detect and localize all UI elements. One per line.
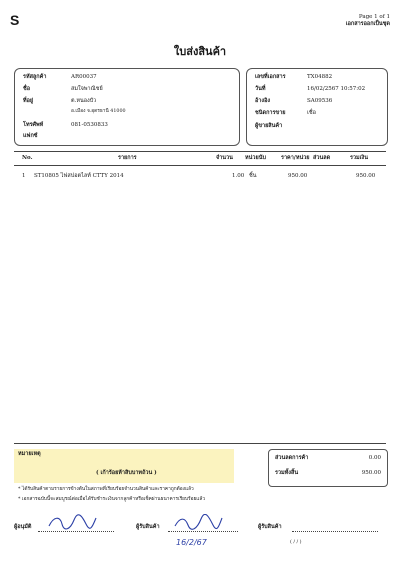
- sign-receiver2-label: ผู้รับสินค้า: [258, 524, 282, 530]
- row-qty: 1.00: [232, 173, 245, 179]
- col-item: รายการ: [118, 155, 137, 161]
- col-unit: หน่วยนับ: [245, 155, 266, 161]
- total-value: 950.00: [361, 470, 381, 476]
- doc-type: เอกสารออกเป็นชุด: [345, 21, 390, 27]
- discount-label: ส่วนลดการค้า: [275, 455, 309, 461]
- sign-receiver-label: ผู้รับสินค้า: [136, 524, 160, 530]
- customer-code: AR00037: [71, 74, 97, 80]
- customer-phone-label: โทรศัพท์: [23, 122, 44, 128]
- row-item: ST10805 ไฟสปอตไลท์ CTTY 2014: [34, 173, 124, 179]
- note-line-2: * เอกสารฉบับนี้จะสมบูรณ์ต่อเมื่อได้รับชำระเงินจากลูกค้าหรือเช็คผ่านธนาคารเรียบร้อยแล้ว: [18, 497, 206, 502]
- ref-label: อ้างอิง: [255, 98, 271, 104]
- footer-top-rule: [14, 443, 386, 444]
- sign-receiver2-line: [292, 530, 378, 532]
- col-discount: ส่วนลด: [313, 155, 331, 161]
- docno-label: เลขที่เอกสาร: [255, 74, 286, 80]
- table-header-rule: [14, 165, 386, 166]
- page-info: [346, 14, 390, 28]
- customer-name: สมใจพาณิชย์: [71, 86, 103, 92]
- col-total: รวมเงิน: [350, 155, 368, 161]
- amount-in-words: ( เก้าร้อยห้าสิบบาทถ้วน ): [96, 470, 157, 476]
- customer-name-label: ชื่อ: [23, 86, 31, 92]
- customer-address-line2: อ.เมือง จ.อุดรธานี 41000: [71, 109, 126, 114]
- receiver-signature: [172, 514, 224, 532]
- page-number: Page 1 of 1: [358, 14, 390, 20]
- total-label: รวมทั้งสิ้น: [275, 470, 299, 476]
- customer-address-line1: ต.หนองบัว: [71, 98, 97, 104]
- note-label: หมายเหตุ: [18, 451, 41, 457]
- note-line-1: * ได้รับสินค้าตามรายการข้างต้นในสภาพที่เรียบร้อยจำนวนสินค้าและราคาถูกต้องแล้ว: [18, 487, 194, 492]
- customer-box: [14, 68, 240, 146]
- ref-value: SA09536: [307, 98, 333, 104]
- receiver2-date: ( / / ): [290, 540, 302, 545]
- totals-box: [268, 449, 388, 487]
- document-info-box: [246, 68, 388, 146]
- discount-value: 0.00: [368, 455, 381, 461]
- row-unit: ชิ้น: [249, 173, 257, 179]
- row-no: 1: [22, 173, 26, 179]
- sign-approver-label: ผู้อนุมัติ: [14, 524, 32, 530]
- transport-label: ชนิดการขาย: [255, 110, 286, 116]
- docno-value: TX04882: [307, 74, 333, 80]
- col-price: ราคา/หน่วย: [281, 155, 310, 161]
- table-top-rule: [14, 151, 386, 152]
- seller-label: ผู้ขายสินค้า: [255, 123, 283, 129]
- date-value: 16/02/2567 10:57:02: [307, 86, 366, 92]
- col-no: No.: [22, 155, 33, 161]
- company-logo: S: [10, 12, 20, 28]
- customer-code-label: รหัสลูกค้า: [23, 74, 47, 80]
- page-title: ใบส่งสินค้า: [173, 45, 227, 58]
- receiver-date: 16/2/67: [176, 538, 207, 547]
- customer-address-label: ที่อยู่: [23, 98, 34, 104]
- customer-fax-label: แฟกซ์: [23, 133, 38, 139]
- transport-value: เชื่อ: [307, 110, 316, 116]
- col-qty: จำนวน: [216, 155, 233, 161]
- row-price: 950.00: [288, 173, 308, 179]
- note-highlight: [14, 449, 234, 483]
- customer-phone: 081-0530833: [71, 122, 108, 128]
- row-total: 950.00: [356, 173, 376, 179]
- date-label: วันที่: [255, 86, 266, 92]
- approver-signature: [46, 514, 98, 532]
